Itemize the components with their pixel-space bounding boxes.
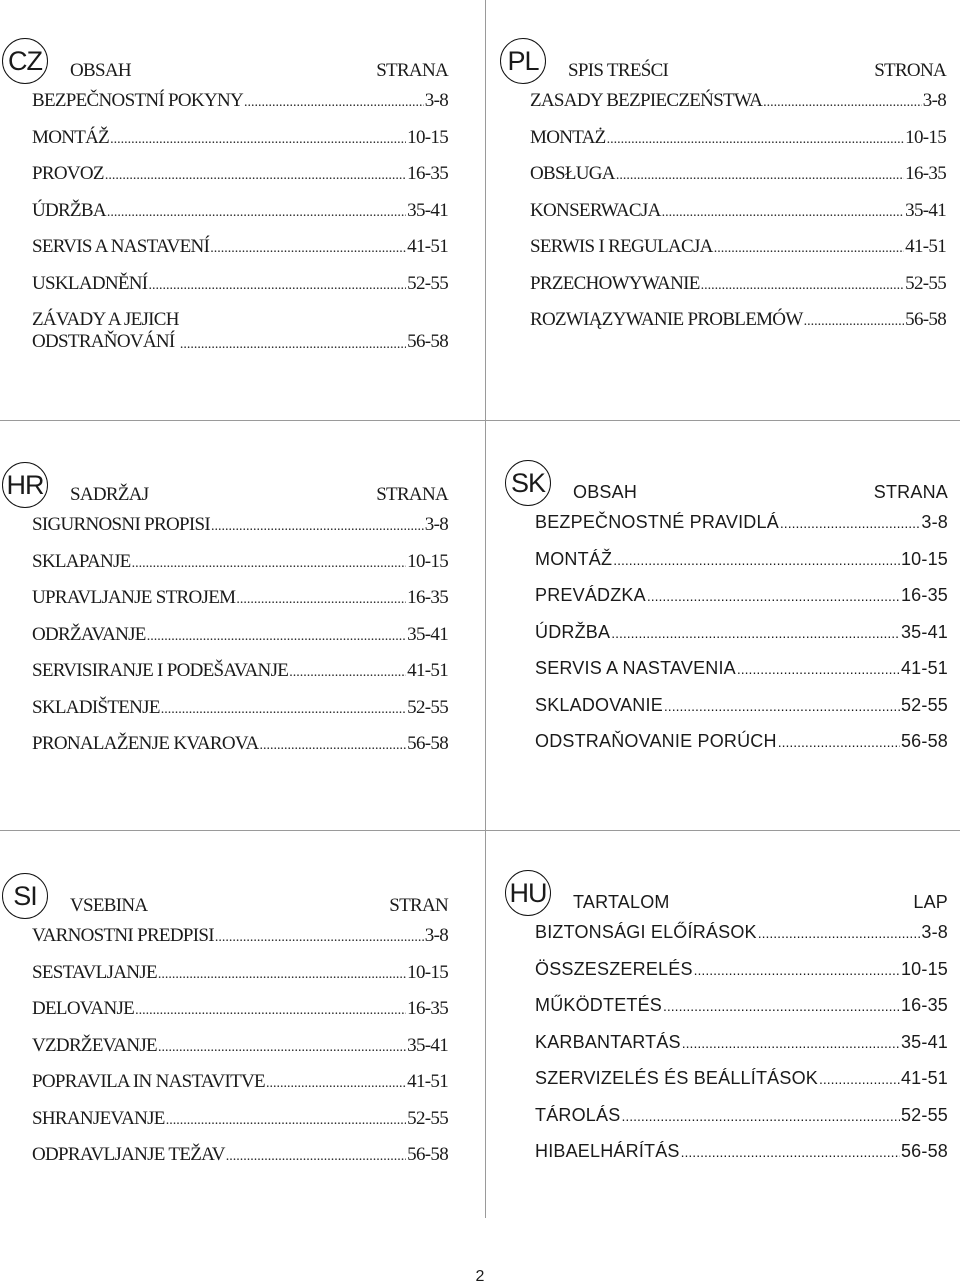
vertical-divider-top [485,0,486,420]
dot-leader [260,738,407,754]
toc-entry-pages: 35-41 [900,1031,948,1052]
toc-title: VSEBINA [70,895,148,916]
toc-entry[interactable] [32,624,448,661]
toc-entry-pages: 41-51 [905,236,946,257]
toc-entry-pages: 41-51 [900,658,948,678]
toc-entry-pages: 52-55 [407,272,448,294]
toc-entry-label: KARBANTARTÁS [535,1031,681,1052]
toc-entry-pages: 16-35 [407,998,448,1019]
page-number: 2 [475,1268,485,1285]
dot-leader [211,519,424,535]
dot-leader [714,241,904,257]
toc-entry-label: SKLADIŠTENJE [32,696,160,718]
toc-entry[interactable] [32,587,448,624]
toc-entry-pages: 10-15 [900,548,948,569]
toc-page-header: STRANA [873,482,948,502]
toc-entry-pages: 10-15 [407,550,448,572]
toc-title: TARTALOM [573,892,670,912]
toc-entry-pages: 3-8 [424,90,448,111]
toc-entry-label: BEZPEČNOSTNÉ PRAVIDLÁ [535,512,779,532]
vertical-divider-middle [485,420,486,830]
toc-entry[interactable] [530,236,946,273]
dot-leader [663,998,900,1014]
dot-leader [236,592,406,608]
toc-entry-label: ÚDRŽBA [32,199,106,221]
toc-entry[interactable] [535,1105,948,1142]
horizontal-divider-1 [0,420,960,421]
horizontal-divider-2 [0,830,960,831]
vertical-divider-bottom [485,830,486,1218]
dot-leader [662,205,905,221]
toc-entry[interactable] [530,309,946,346]
toc-entry[interactable] [535,622,948,659]
toc-entry[interactable] [530,90,946,127]
toc-entry-label: SERWIS I REGULACJA [530,236,713,257]
dot-leader [758,925,921,941]
toc-entry[interactable] [32,127,448,164]
toc-section-cz [8,45,448,353]
toc-entry[interactable] [32,551,448,588]
toc-entry-label: VZDRŽEVANJE [32,1034,157,1056]
language-badge-cz: CZ [2,38,48,84]
dot-leader [166,1113,406,1129]
dot-leader [819,1071,900,1087]
toc-entry[interactable] [530,273,946,310]
toc-entry-pages: 10-15 [900,958,948,979]
toc-entry[interactable] [32,514,448,551]
toc-entry[interactable] [535,585,948,622]
toc-page-header: STRAN [389,895,448,916]
toc-entry-label: DELOVANJE [32,998,135,1019]
toc-entry-label: ROZWIĄZYWANIE PROBLEMÓW [530,309,803,330]
dot-leader [701,278,905,294]
dot-leader [778,734,900,750]
toc-entry-label: SERVIS A NASTAVENÍ [32,236,210,257]
toc-header [32,895,448,925]
toc-entry-label: ODPRAVLJANJE TEŽAV [32,1144,225,1165]
toc-header [32,60,448,90]
toc-entry-label: SHRANJEVANJE [32,1107,165,1129]
dot-leader [135,1003,406,1019]
dot-leader [621,1108,900,1124]
toc-entry-label: TÁROLÁS [535,1104,621,1125]
toc-entry-label: OBSŁUGA [530,163,615,184]
dot-leader [110,132,406,148]
toc-entry-label: USKLADNĚNÍ [32,272,148,294]
toc-entry-pages: 41-51 [900,1068,948,1088]
toc-entry-label: PRZECHOWYWANIE [530,272,700,294]
dot-leader [682,1035,900,1051]
toc-entry-label: SKLAPANJE [32,550,131,572]
toc-title: OBSAH [573,482,638,502]
toc-section-si [13,880,448,1181]
toc-entry-label: ODSTRAŇOVANIE PORÚCH [535,731,777,751]
toc-entry[interactable] [32,273,448,310]
dot-leader [780,515,920,531]
toc-entry[interactable] [32,90,448,127]
toc-entry-pages: 41-51 [407,1071,448,1092]
toc-entry[interactable] [535,658,948,695]
toc-entry[interactable] [32,1071,448,1108]
toc-entry-label: UPRAVLJANJE STROJEM [32,587,236,608]
toc-entry[interactable] [32,1144,448,1181]
toc-entry-pages: 16-35 [407,587,448,608]
toc-entry[interactable] [32,200,448,237]
toc-entry-label: PRONALAŽENJE KVAROVA [32,733,259,754]
toc-entry-label: MONTÁŽ [32,126,110,148]
toc-entry-label: SIGURNOSNI PROPISI [32,514,210,535]
toc-entry-label: SKLADOVANIE [535,694,663,715]
dot-leader [244,95,424,111]
toc-entry-label: BIZTONSÁGI ELŐÍRÁSOK [535,922,757,942]
toc-entry-pages: 52-55 [900,1104,948,1125]
toc-entry[interactable] [535,959,948,996]
toc-page-header: LAP [913,892,948,912]
toc-entry-pages: 52-55 [407,1107,448,1129]
toc-header [32,484,448,514]
toc-entry-pages: 3-8 [424,514,448,535]
toc-entry-label: SERVISIRANJE I PODEŠAVANJE [32,660,289,681]
toc-entry[interactable] [32,962,448,999]
toc-entry-pages: 10-15 [407,961,448,983]
toc-page-header: STRANA [376,484,448,505]
language-badge-si: SI [2,873,48,919]
toc-entry-label: ODRŽAVANJE [32,623,146,645]
toc-entry-label: SZERVIZELÉS ÉS BEÁLLÍTÁSOK [535,1068,818,1088]
toc-title: SADRŽAJ [70,484,149,505]
toc-entry-label: ÚDRŽBA [535,621,611,642]
dot-leader [681,1144,900,1160]
toc-entry[interactable] [530,200,946,237]
toc-entry-pages: 52-55 [905,272,946,294]
toc-header [535,892,948,922]
dot-leader [132,556,407,572]
toc-entry-pages: 3-8 [424,925,448,946]
toc-entry-label: POPRAVILA IN NASTAVITVE [32,1071,265,1092]
toc-entry-label [32,309,179,353]
dot-leader [763,95,922,111]
toc-entry-pages: 16-35 [905,163,946,184]
dot-leader [664,698,900,714]
toc-entry-label: VARNOSTNI PREDPISI [32,925,214,946]
dot-leader [158,967,406,983]
toc-entry[interactable] [32,925,448,962]
toc-entry-pages: 16-35 [900,585,948,605]
dot-leader [215,930,424,946]
toc-entry-pages: 16-35 [407,163,448,184]
toc-entry-pages: 56-58 [900,731,948,751]
toc-entry[interactable] [530,163,946,200]
toc-entry-pages: 35-41 [407,1034,448,1056]
dot-leader [147,629,406,645]
toc-entry[interactable] [535,512,948,549]
toc-entry[interactable] [530,127,946,164]
dot-leader [210,241,406,257]
toc-entry-pages: 3-8 [921,512,948,532]
toc-entry-pages: 56-58 [905,309,946,330]
toc-entry-label: MONTAŻ [530,126,606,148]
dot-leader [148,278,406,294]
toc-entry[interactable] [32,236,448,273]
toc-entry-pages: 41-51 [407,236,448,257]
toc-entry-label: PROVOZ [32,163,104,184]
toc-entry[interactable] [32,733,448,770]
toc-entry-pages: 52-55 [900,694,948,715]
toc-entry-pages: 41-51 [407,660,448,681]
toc-entry-pages: 35-41 [407,623,448,645]
toc-entry-pages: 56-58 [407,331,448,352]
toc-entry-label: SERVIS A NASTAVENIA [535,658,736,678]
toc-entry-pages: 52-55 [407,696,448,718]
toc-entry[interactable] [32,163,448,200]
toc-entry[interactable] [535,731,948,768]
language-badge-pl: PL [500,38,546,84]
language-badge-hu: HU [505,870,551,916]
toc-entry[interactable] [535,1068,948,1105]
toc-section-hr [6,469,448,770]
toc-entry-pages: 56-58 [407,733,448,754]
toc-header [530,60,946,90]
toc-header [535,482,948,512]
toc-entry-label-line2: ODSTRAŇOVÁNÍ [32,331,175,352]
dot-leader [161,702,406,718]
toc-entry-pages: 56-58 [407,1144,448,1165]
toc-entry[interactable] [32,697,448,734]
dot-leader [289,665,406,681]
toc-entry-pages: 10-15 [407,126,448,148]
language-badge-sk: SK [505,460,551,506]
toc-title: OBSAH [70,60,131,81]
toc-entry[interactable] [32,660,448,697]
toc-entry[interactable] [535,995,948,1032]
dot-leader [647,588,900,604]
toc-entry[interactable] [32,998,448,1035]
toc-entry-label: ZASADY BEZPIECZEŃSTWA [530,90,763,111]
toc-entry-label: BEZPEČNOSTNÍ POKYNY [32,90,244,111]
toc-section-sk [510,467,948,768]
toc-entry-label: KONSERWACJA [530,199,661,221]
dot-leader [694,962,900,978]
toc-entry-pages: 10-15 [905,126,946,148]
toc-entry[interactable] [32,309,448,353]
toc-entry-label: HIBAELHÁRÍTÁS [535,1141,680,1161]
toc-entry-pages: 35-41 [407,199,448,221]
toc-section-pl [507,45,946,346]
toc-entry[interactable] [32,1035,448,1072]
dot-leader [105,168,406,184]
dot-leader [616,168,904,184]
dot-leader [804,314,905,330]
toc-entry[interactable] [535,1141,948,1178]
toc-entry[interactable] [32,1108,448,1145]
language-badge-hr: HR [2,462,48,508]
toc-entry-label: MONTÁŽ [535,548,613,569]
toc-page-header: STRANA [376,60,448,81]
dot-leader [107,205,406,221]
dot-leader [158,1040,406,1056]
toc-entry[interactable] [535,922,948,959]
toc-entry-label: MŰKÖDTETÉS [535,995,663,1015]
dot-leader [226,1149,406,1165]
toc-entry-label-line1: ZÁVADY A JEJICH [32,309,179,330]
toc-entry-pages: 16-35 [900,995,948,1015]
toc-page-header: STRONA [874,60,946,81]
toc-entry-pages: 35-41 [900,621,948,642]
toc-entry[interactable] [535,1032,948,1069]
toc-entry-label: SESTAVLJANJE [32,961,157,983]
toc-entry-pages: 56-58 [900,1141,948,1161]
toc-entry-pages: 3-8 [922,90,946,111]
toc-entry-pages: 35-41 [905,199,946,221]
dot-leader [266,1076,406,1092]
dot-leader [607,132,905,148]
toc-entry-pages: 3-8 [921,922,948,942]
toc-title: SPIS TREŚCI [568,60,669,81]
dot-leader [737,661,900,677]
toc-entry[interactable] [535,549,948,586]
toc-entry-label: PREVÁDZKA [535,585,646,605]
toc-entry[interactable] [535,695,948,732]
dot-leader [613,552,900,568]
toc-section-hu [509,877,948,1178]
dot-leader [180,337,406,353]
toc-entry-label: ÖSSZESZERELÉS [535,958,693,979]
dot-leader [611,625,900,641]
